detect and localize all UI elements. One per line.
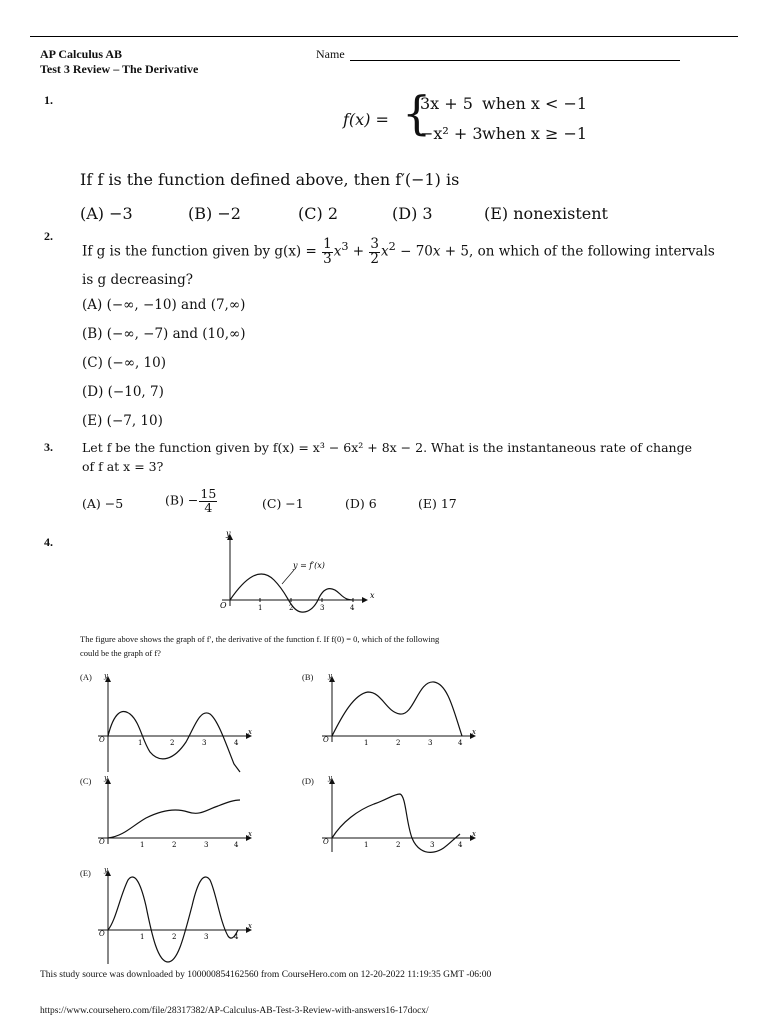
q4-option-b-graph: [312, 672, 482, 752]
svg-text:4: 4: [234, 841, 239, 849]
q4-option-a-label: (A): [80, 672, 92, 682]
q2-choice-c: (C) (−∞, 10): [82, 355, 167, 371]
svg-text:x: x: [248, 922, 252, 930]
svg-text:1: 1: [138, 739, 143, 747]
svg-text:O: O: [99, 930, 105, 938]
svg-text:3: 3: [204, 841, 209, 849]
q2-number: 2.: [44, 229, 53, 243]
course-title: AP Calculus AB: [40, 47, 123, 61]
q4-option-c-label: (C): [80, 776, 92, 786]
footer-source-url[interactable]: https://www.coursehero.com/file/28317382/AP-Calculus-AB-Test-3-Review-with-answers16-17docx/: [40, 1006, 429, 1016]
q3-choice-b-prefix: (B) −: [165, 492, 199, 508]
q3-stem-line2: of f at x = 3?: [82, 459, 164, 474]
q1-choice-a: (A) −3: [80, 204, 133, 223]
q4-label-pointer: [282, 570, 294, 584]
top-rule: [30, 36, 738, 37]
q2-choice-b: (B) (−∞, −7) and (10,∞): [82, 326, 246, 342]
q1-number: 1.: [44, 93, 53, 107]
svg-text:4: 4: [458, 739, 463, 747]
q1-piece1-cond: when x < −1: [482, 94, 588, 113]
q3-choice-b-frac: $\frac{15}{4}$: [200, 486, 217, 515]
q2-stem-line2: is g decreasing?: [82, 272, 193, 288]
q1-function-name: f(x) =: [343, 110, 389, 129]
q1-choice-c: (C) 2: [298, 204, 338, 223]
q1-piece1-expr: 3x + 5: [420, 94, 473, 113]
svg-text:1: 1: [364, 739, 369, 747]
q1-question: If f is the function defined above, then f′(−1) is: [80, 170, 460, 189]
svg-text:x: x: [248, 830, 252, 838]
svg-text:2: 2: [172, 933, 177, 941]
q2-frac-1: $\frac{1}{3}$: [323, 236, 332, 267]
svg-text:y: y: [328, 672, 332, 680]
svg-text:2: 2: [172, 841, 177, 849]
q4-option-a-graph: [88, 672, 258, 777]
q3-choice-b: [165, 488, 218, 514]
footer-download-notice: This study source was downloaded by 100000854162560 from CourseHero.com on 12-20-2022 11:19:35 GMT -06:00: [40, 970, 492, 980]
svg-text:3: 3: [430, 841, 435, 849]
q1-piece2-cond: when x ≥ −1: [482, 124, 588, 143]
q4-option-d-label: (D): [302, 776, 314, 786]
svg-text:1: 1: [364, 841, 369, 849]
q3-choice-e: (E) 17: [418, 496, 457, 511]
svg-text:y: y: [104, 774, 108, 782]
q3-number: 3.: [44, 440, 53, 454]
test-subtitle: Test 3 Review – The Derivative: [40, 62, 199, 76]
q4-option-b-label: (B): [302, 672, 314, 682]
name-field-line: [350, 60, 680, 61]
svg-text:4: 4: [458, 841, 463, 849]
svg-text:x: x: [472, 728, 476, 736]
q3-choice-d: (D) 6: [345, 496, 377, 511]
q2-stem: If g is the function given by g(x) = $\frac{1}{3}$ $x^3$ + $\frac{3}{2}$ $x^2 - 70x + 5$, on which of the following intervals: [82, 236, 715, 267]
svg-text:x: x: [248, 728, 252, 736]
svg-text:y: y: [104, 672, 108, 680]
svg-text:2: 2: [396, 841, 401, 849]
svg-text:O: O: [99, 838, 105, 846]
q4-option-d-graph: [312, 774, 482, 864]
svg-text:3: 3: [202, 739, 207, 747]
q4-tick-4: 4: [350, 604, 355, 612]
q2-choice-a: (A) (−∞, −10) and (7,∞): [82, 297, 246, 313]
q4-stem-line1: The figure above shows the graph of f′, the derivative of the function f. If f(0) = 0, which of the following: [80, 634, 440, 644]
svg-text:3: 3: [428, 739, 433, 747]
svg-text:O: O: [323, 736, 329, 744]
q4-axis-y: y: [226, 529, 231, 538]
svg-text:1: 1: [140, 841, 145, 849]
q4-graph-label: y = f′(x): [293, 561, 325, 570]
q1-choice-b: (B) −2: [188, 204, 241, 223]
q1-piece2-expr: −x² + 3: [420, 124, 483, 143]
name-label: Name: [316, 47, 345, 61]
q4-option-c-graph: [88, 774, 258, 854]
q4-number: 4.: [44, 535, 53, 549]
q4-stem-line2: could be the graph of f?: [80, 648, 161, 658]
q2-choice-e: (E) (−7, 10): [82, 413, 163, 429]
q2-text-a: If g is the function given by g(x) =: [82, 243, 317, 260]
svg-text:O: O: [323, 838, 329, 846]
svg-text:3: 3: [204, 933, 209, 941]
q4-axis-x: x: [370, 591, 375, 600]
q4-tick-3: 3: [320, 604, 325, 612]
svg-text:y: y: [104, 866, 108, 874]
q4-option-e-label: (E): [80, 868, 91, 878]
q1-choice-e: (E) nonexistent: [484, 204, 608, 223]
q4-tick-1: 1: [258, 604, 263, 612]
svg-text:2: 2: [170, 739, 175, 747]
q4-origin: O: [220, 601, 227, 610]
svg-text:4: 4: [234, 739, 239, 747]
svg-text:x: x: [472, 830, 476, 838]
q1-brace: {: [402, 86, 432, 140]
q2-text-b: on which of the following intervals: [477, 243, 715, 260]
svg-text:4: 4: [234, 933, 239, 941]
q4-derivative-graph: [200, 528, 380, 613]
svg-text:y: y: [328, 774, 332, 782]
q3-stem-line1: Let f be the function given by f(x) = x³ − 6x² + 8x − 2. What is the instantaneous rate of change: [82, 440, 692, 455]
q1-choice-d: (D) 3: [392, 204, 433, 223]
q3-choice-a: (A) −5: [82, 496, 124, 511]
svg-text:1: 1: [140, 933, 145, 941]
q4-tick-2: 2: [289, 604, 294, 612]
q2-frac-2: $\frac{3}{2}$: [370, 236, 379, 267]
q3-choice-c: (C) −1: [262, 496, 304, 511]
svg-text:O: O: [99, 736, 105, 744]
q4-option-e-graph: [88, 866, 258, 966]
q2-choice-d: (D) (−10, 7): [82, 384, 164, 400]
svg-text:2: 2: [396, 739, 401, 747]
